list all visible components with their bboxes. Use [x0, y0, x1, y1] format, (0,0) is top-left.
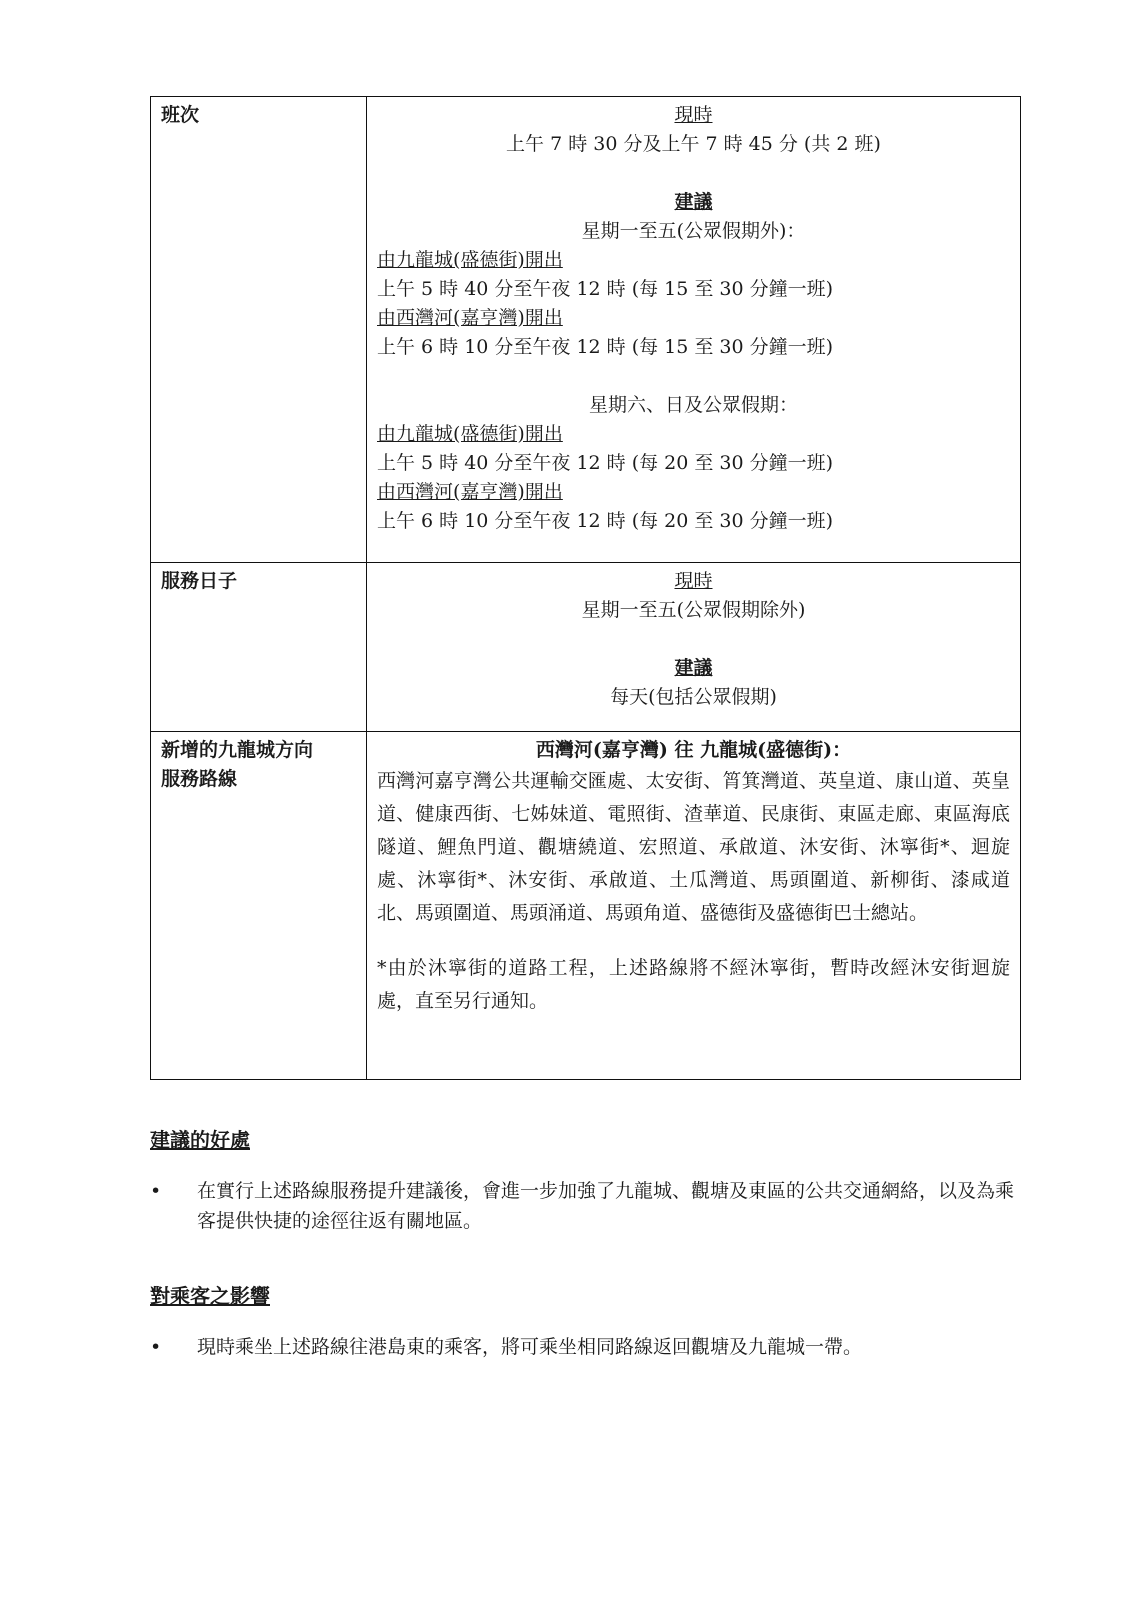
- benefits-bullet-item: [150, 1176, 1030, 1236]
- new-route-details: [367, 732, 1021, 1080]
- new-route-label-line1: 新增的九龍城方向: [161, 739, 314, 761]
- benefits-heading: 建議的好處: [150, 1128, 250, 1152]
- weekday-heading: 星期一至五(公眾假期外)：: [581, 220, 806, 242]
- new-route-note: *由於沐寧街的道路工程，上述路線將不經沐寧街，暫時改經沐安街迴旋處，直至另行通知。: [377, 957, 1010, 1012]
- impact-bullet-item: [150, 1332, 1030, 1362]
- frequency-details: [367, 97, 1021, 563]
- frequency-row: [151, 97, 1021, 563]
- service-days-proposed-text: 每天(包括公眾假期): [610, 686, 777, 708]
- new-route-label-line2: 服務路線: [161, 768, 238, 790]
- bullet-icon: •: [150, 1336, 162, 1358]
- frequency-current-text: 上午 7 時 30 分及上午 7 時 45 分 (共 2 班): [506, 133, 881, 155]
- new-route-stops: 西灣河嘉亨灣公共運輸交匯處、太安街、筲箕灣道、英皇道、康山道、英皇道、健康西街、七姊妹道、電照街、渣華道、民康街、東區走廊、東區海底隧道、鯉魚門道、觀塘繞道、宏照道、承啟道、沐安街、沐寧街*、迴旋處、沐寧街*、沐安街、承啟道、土瓜灣道、馬頭圍道、新柳街、漆咸道北、馬頭圍道、馬頭涌道、馬頭角道、盛德街及盛德街巴士總站。: [377, 770, 1010, 924]
- benefits-text: 在實行上述路線服務提升建議後，會進一步加強了九龍城、觀塘及東區的公共交通網絡，以及為乘客提供快捷的途徑往返有關地區。: [197, 1180, 1015, 1232]
- new-route-row: [151, 732, 1021, 1080]
- bullet-icon: •: [150, 1180, 162, 1202]
- new-route-heading: 西灣河(嘉亨灣) 往 九龍城(盛德街)：: [535, 739, 852, 761]
- service-days-details: [367, 563, 1021, 732]
- frequency-proposed-heading: 建議: [674, 191, 713, 213]
- weekend-from-kowloon-city: 由九龍城(盛德街)開出: [377, 423, 563, 445]
- service-days-label: 服務日子: [151, 563, 367, 732]
- service-days-proposed-heading: 建議: [674, 657, 713, 679]
- service-days-current-text: 星期一至五(公眾假期除外): [581, 599, 806, 621]
- weekend-from-sai-wan-ho: 由西灣河(嘉亨灣)開出: [377, 481, 563, 503]
- impact-text: 現時乘坐上述路線往港島東的乘客，將可乘坐相同路線返回觀塘及九龍城一帶。: [197, 1336, 863, 1358]
- weekday-from-sai-wan-ho: 由西灣河(嘉亨灣)開出: [377, 307, 563, 329]
- service-days-current-heading: 現時: [674, 570, 713, 592]
- route-proposal-table: [150, 96, 1021, 1080]
- frequency-label: 班次: [151, 97, 367, 563]
- impact-heading: 對乘客之影響: [150, 1284, 270, 1308]
- frequency-current-heading: 現時: [674, 104, 713, 126]
- service-days-row: [151, 563, 1021, 732]
- weekday-sai-wan-ho-times: 上午 6 時 10 分至午夜 12 時 (每 15 至 30 分鐘一班): [377, 336, 834, 358]
- weekend-kowloon-city-times: 上午 5 時 40 分至午夜 12 時 (每 20 至 30 分鐘一班): [377, 452, 834, 474]
- weekend-heading: 星期六、日及公眾假期：: [588, 394, 798, 416]
- new-route-label: [151, 732, 367, 1080]
- weekend-sai-wan-ho-times: 上午 6 時 10 分至午夜 12 時 (每 20 至 30 分鐘一班): [377, 510, 834, 532]
- weekday-kowloon-city-times: 上午 5 時 40 分至午夜 12 時 (每 15 至 30 分鐘一班): [377, 278, 834, 300]
- weekday-from-kowloon-city: 由九龍城(盛德街)開出: [377, 249, 563, 271]
